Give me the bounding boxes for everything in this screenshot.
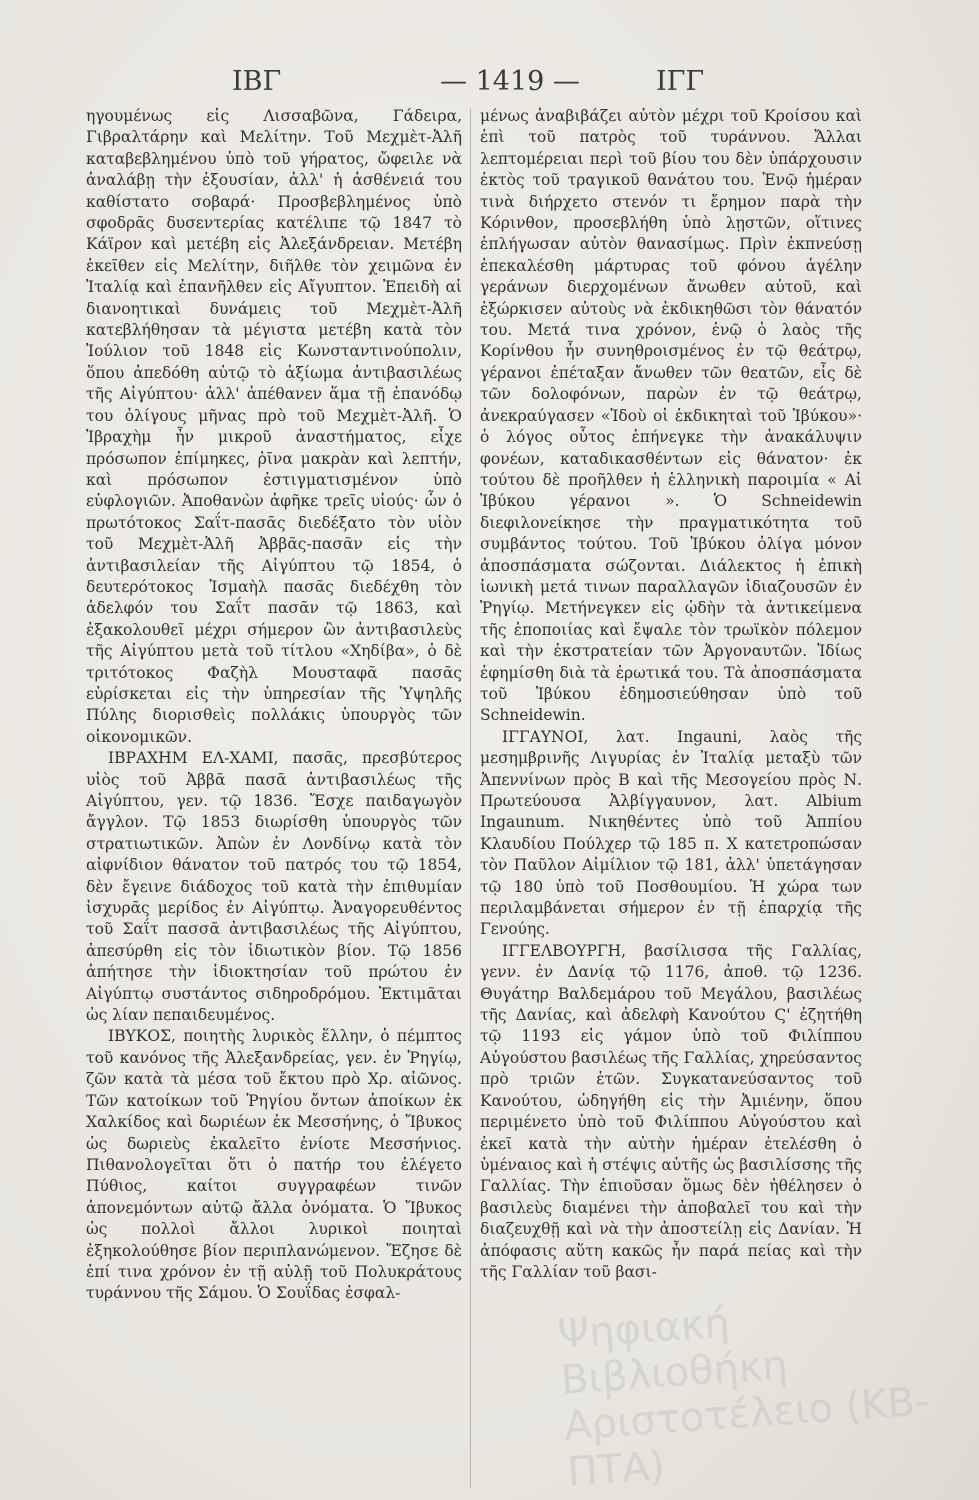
column-divider [470,108,471,1488]
left-paragraph-1: ηγουμένως εἰς Λισσαβῶνα, Γάδειρα, Γιβραλτάρην καὶ Μελίτην. Τοῦ Μεχμὲτ-Ἀλῆ καταβεβλημένου ὑπὸ τοῦ γήρατος, ὤφειλε νὰ ἀναλάβῃ τὴν ἐξουσίαν, ἀλλ' ἡ ἀσθένειά του καθίστατο σοβαρά· Προσβεβλημένος ὑπὸ σφοδρᾶς δυσεντερίας κατέλιπε τῷ 1847 τὸ Κάϊρον καὶ μετέβη εἰς Ἀλεξάνδρειαν. Μετέβη ἐκεῖθεν εἰς Μελίτην, διῆλθε τὸν χειμῶνα ἐν Ἰταλίᾳ καὶ ἐπανῆλθεν εἰς Αἴγυπτον. Ἐπειδὴ αἱ διανοητικαὶ δυνάμεις τοῦ Μεχμὲτ-Ἀλῆ κατεβλήθησαν τὰ μέγιστα μετέβη κατὰ τὸν Ἰούλιον τοῦ 1848 εἰς Κωνσταντινούπολιν, ὅπου ἀπεδόθη αὐτῷ τὸ ἀξίωμα ἀντιβασιλέως τῆς Αἰγύπτου· ἀλλ' ἀπέθανεν ἅμα τῇ ἐπανόδῳ του ὀλίγους μῆνας πρὸ τοῦ Μεχμὲτ-Ἀλῆ. Ὁ Ἰβραχὴμ ἦν μικροῦ ἀναστήματος, εἶχε πρόσωπον ἐπίμηκες, ῥῖνα μακρὰν καὶ λεπτήν, καὶ πρόσωπον ἐστιγματισμένον ὑπὸ εὐφλογιῶν. Ἀποθανὼν ἀφῆκε τρεῖς υἱούς· ὧν ὁ πρωτότοκος Σαΐτ-πασᾶς διεδέξατο τὸν υἱὸν τοῦ Μεχμὲτ-Ἀλῆ Ἀββᾶς-πασᾶν εἰς τὴν ἀντιβασιλείαν τῆς Αἰγύπτου τῷ 1854, ὁ δευτερότοκος Ἰσμαὴλ πασᾶς διεδέχθη τὸν ἀδελφόν του Σαΐτ πασᾶν τῷ 1863, καὶ ἐξακολουθεῖ μέχρι σήμερον ὢν ἀντιβασιλεὺς τῆς Αἰγύπτου μετὰ τοῦ τίτλου «Χηδίβα», ὁ δὲ τριτότοκος Φαζὴλ Μουσταφᾶ πασᾶς εὑρίσκεται εἰς τὴν ὑπηρεσίαν τῆς Ὑψηλῆς Πύλης διορισθεὶς πολλάκις ὑπουργὸς τῶν οἰκονομικῶν. [86,107,462,746]
left-column [86,106,462,1486]
right-paragraph-3: ΙΓΓΕΛΒΟΥΡΓΗ, βασίλισσα τῆς Γαλλίας, γενν. ἐν Δανίᾳ τῷ 1176, ἀποθ. τῷ 1236. Θυγάτηρ Βαλδεμάρου τοῦ Μεγάλου, βασιλέως τῆς Δανίας, καὶ ἀδελφὴ Κανούτου Ϛ' ἐζητήθη τῷ 1193 εἰς γάμον ὑπὸ τοῦ Φιλίππου Αὐγούστου βασιλέως τῆς Γαλλίας, χηρεύσαντος πρὸ τριῶν ἐτῶν. Συγκατανεύσαντος τοῦ Κανούτου, ὡδηγήθη εἰς τὴν Ἀμιένην, ὅπου περιμένετο ὑπὸ τοῦ Φιλίππου Αὐγούστου καὶ ἐκεῖ κατὰ τὴν αὐτὴν ἡμέραν ἐτελέσθη ὁ ὑμέναιος καὶ ἡ στέψις αὐτῆς ὡς βασιλίσσης τῆς Γαλλίας. Τὴν ἐπιοῦσαν ὅμως δὲν ἠθέλησεν ὁ βασιλεὺς διαμένει τὴν ἀποβαλεῖ του καὶ τὴν διαζευχθῇ καὶ νὰ τὴν ἀποστείλῃ εἰς Δανίαν. Ἡ ἀπόφασις αὕτη κακῶς ἦν παρά πείας καὶ τὴν τῆς Γαλλίαν τοῦ βασι- [480,941,862,1281]
left-paragraph-3: ΙΒΥΚΟΣ, ποιητὴς λυρικὸς ἕλλην, ὁ πέμπτος τοῦ κανόνος τῆς Ἀλεξανδρείας, γεν. ἐν Ῥηγίῳ, ζῶν κατὰ τὰ μέσα τοῦ ἔκτου πρὸ Χρ. αἰῶνος. Τῶν κατοίκων τοῦ Ῥηγίου ὄντων ἀποίκων ἐκ Χαλκίδος καὶ δωριέων ἐκ Μεσσήνης, ὁ Ἴβυκος ὡς δωριεὺς ἐκαλεῖτο ἐνίοτε Μεσσήνιος. Πιθανολογεῖται ὅτι ὁ πατήρ του ἐλέγετο Πύθιος, καίτοι συγγραφέων τινῶν ἀπονεμόντων αὐτῷ ἄλλα ὀνόματα. Ὁ Ἴβυκος ὡς πολλοὶ ἄλλοι λυρικοὶ ποιηταὶ ἐξηκολούθησε βίον περιπλανώμενον. Ἔζησε δὲ ἐπί τινα χρόνον ἐν τῇ αὐλῇ τοῦ Πολυκράτους τυράννου τῆς Σάμου. Ὁ Σουΐδας ἐσφαλ- [86,1027,462,1303]
right-column [480,106,862,1486]
left-paragraph-2: ΙΒΡΑΧΗΜ ΕΛ-ΧΑΜΙ, πασᾶς, πρεσβύτερος υἱὸς τοῦ Ἀββᾶ πασᾶ ἀντιβασιλέως τῆς Αἰγύπτου, γεν. τῷ 1836. Ἔσχε παιδαγωγὸν ἄγγλον. Τῷ 1853 διωρίσθη ὑπουργὸς τῶν στρατιωτικῶν. Ἀπὼν ἐν Λονδίνῳ κατὰ τὸν αἰφνίδιον θάνατον τοῦ πατρός του τῷ 1854, δὲν ἔγεινε διάδοχος τοῦ κατὰ τὴν ἐπιθυμίαν ἰσχυρᾶς μερίδος ἐν Αἰγύπτῳ. Ἀναγορευθέντος τοῦ Σαΐτ πασσᾶ ἀντιβασιλέως τῆς Αἰγύπτου, ἀπεσύρθη εἰς τὸν ἰδιωτικὸν βίον. Τῷ 1856 ἀπήτησε τὴν ἰδιοκτησίαν τοῦ πρώτου ἐν Αἰγύπτῳ συστάντος σιδηροδρόμου. Ἐκτιμᾶται ὡς λίαν πεπαιδευμένος. [86,749,462,1025]
right-paragraph-2: ΙΓΓΑΥΝΟΙ, λατ. Ingauni, λαὸς τῆς μεσημβρινῆς Λιγυρίας ἐν Ἰταλίᾳ μεταξὺ τῶν Ἀπεννίνων πρὸς Β καὶ τῆς Μεσογείου πρὸς Ν. Πρωτεύουσα Ἀλβίγγαυνον, λατ. Albium Ingaunum. Νικηθέντες ὑπὸ τοῦ Ἀππίου Κλαυδίου Πούλχερ τῷ 185 π. Χ κατετροπώσαν τὸν Παῦλον Αἰμίλιον τῷ 181, ἀλλ' ὑπετάγησαν τῷ 180 ὑπὸ τοῦ Ποσθουμίου. Ἡ χώρα των περιλαμβάνεται σήμερον ἐν τῇ ἐπαρχίᾳ τῆς Γενούης. [480,727,862,939]
library-watermark: Ψηφιακή Βιβλιοθήκη Αριστοτέλειο (ΚΒ-ΠΤΑ) [556,1300,931,1496]
page-number: — 1419 — [440,66,580,97]
right-paragraph-1: μένως ἀναβιβάζει αὐτὸν μέχρι τοῦ Κροίσου καὶ ἐπὶ τοῦ πατρὸς τοῦ τυράννου. Ἄλλαι λεπτομέρειαι περὶ τοῦ βίου του δὲν ὑπάρχουσιν ἐκτὸς τοῦ τραγικοῦ θανάτου του. Ἐνῷ ἡμέραν τινὰ διήρχετο στενόν τι ἔρημον παρὰ τὴν Κόρινθον, προσεβλήθη ὑπὸ λῃστῶν, οἵτινες ἐπλήγωσαν αὐτὸν θανασίμως. Πρὶν ἐκπνεύσῃ ἐπεκαλέσθη μάρτυρας τοῦ φόνου ἀγέλην γεράνων διερχομένων ἄνωθεν αὐτοῦ, καὶ ἐξώρκισεν αὐτοὺς νὰ ἐκδικηθῶσι τὸν θάνατόν του. Μετά τινα χρόνον, ἐνῷ ὁ λαὸς τῆς Κορίνθου ἦν συνηθροισμένος ἐν τῷ θεάτρῳ, γέρανοι ἐπέταξαν ἄνωθεν τῶν θεατῶν, εἷς δὲ τῶν δολοφόνων, παρὼν ἐν τῷ θεάτρῳ, ἀνεκραύγασεν «Ἰδοὺ οἱ ἐκδικηταὶ τοῦ Ἰβύκου»· ὁ λόγος οὗτος ἐπήνεγκε τὴν ἀνακάλυψιν φονέων, καταδικασθέντων εἰς θάνατον· ἐκ τούτου δὲ προῆλθεν ἡ ἑλληνικὴ παροιμία « Αἱ Ἰβύκου γέρανοι ». Ὁ Schneidewin διεφιλονείκησε τὴν πραγματικότητα τοῦ συμβάντος τούτου. Τοῦ Ἰβύκου ὀλίγα μόνον ἀποσπάσματα σώζονται. Διάλεκτος ἡ ἐπικὴ ἰωνικὴ μετά τινων παραλλαγῶν ἰδιαζουσῶν ἐν Ῥηγίῳ. Μετήνεγκεν εἰς ᾠδὴν τὰ ἀντικείμενα τῆς ἐποποιίας καὶ ἔψαλε τὸν τρωϊκὸν πόλεμον καὶ τὴν ἐκστρατείαν τῶν Ἀργοναυτῶν. Ἰδίως ἐφημίσθη διὰ τὰ ἐρωτικά του. Τὰ ἀποσπάσματα τοῦ Ἰβύκου ἐδημοσιεύθησαν ὑπὸ τοῦ Schneidewin. [480,107,862,725]
header-right-index: ΙΓΓ [656,66,705,97]
header-left-index: ΙΒΓ [232,66,282,97]
page-header [0,66,979,106]
